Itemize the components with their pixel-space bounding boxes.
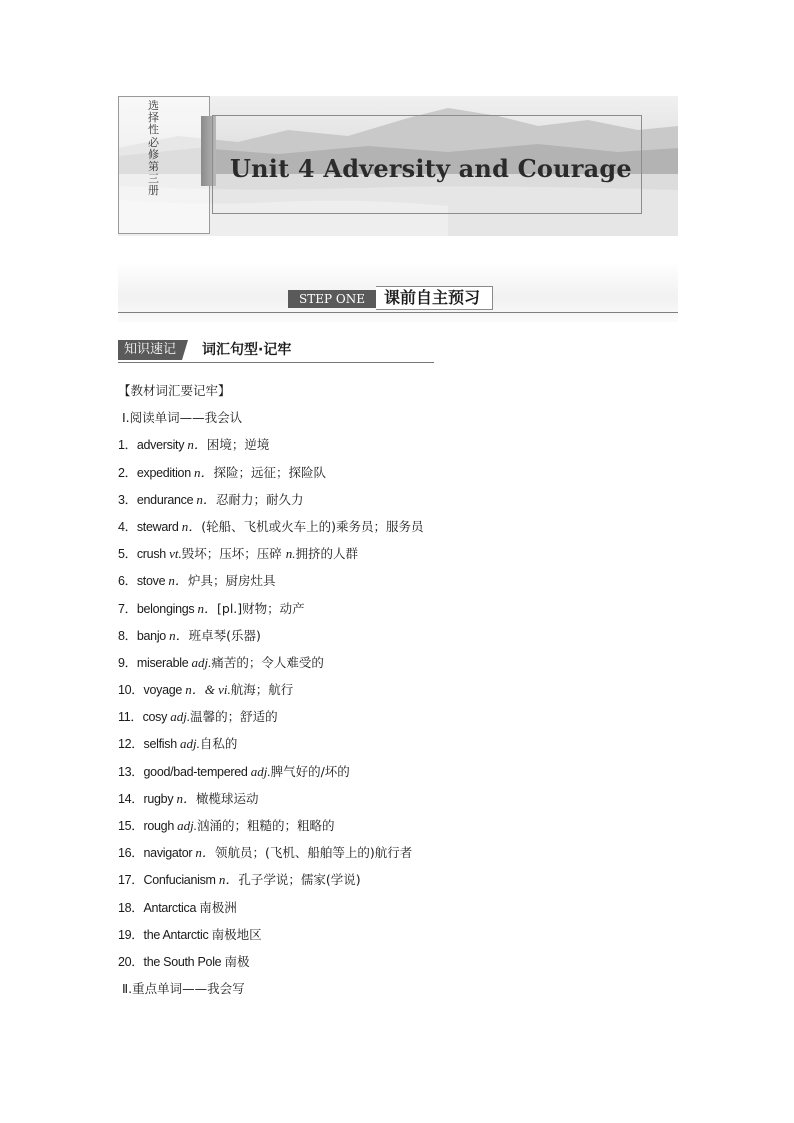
- vocab-item: [118, 762, 678, 789]
- vocab-item: [118, 517, 678, 544]
- part-heading-reading: Ⅰ.阅读单词——我会认: [122, 410, 243, 426]
- vocab-word: expedition: [136, 465, 195, 480]
- vocab-item: [118, 707, 678, 734]
- vocab-part-of-speech: adj.: [177, 818, 198, 833]
- vocab-definition: 南极地区: [211, 926, 262, 942]
- vocab-word: rugby: [143, 791, 177, 806]
- vocab-number: 10．: [118, 683, 144, 698]
- vocab-item: [118, 789, 678, 816]
- vocab-number: 12．: [118, 737, 144, 752]
- vocab-word: navigator: [143, 846, 196, 861]
- vocab-part-of-speech: n．: [195, 845, 215, 861]
- vocab-number: 2．: [118, 465, 137, 480]
- vocab-part-of-speech: n．: [169, 627, 189, 643]
- vocab-definition: 自私的: [199, 736, 238, 752]
- vocab-word: belongings: [136, 601, 198, 616]
- section-tag-dark: 知识速记: [118, 340, 182, 360]
- vocab-word: adversity: [136, 438, 188, 453]
- vocab-part-of-speech-2: n.: [285, 546, 296, 562]
- vocab-part-of-speech: adj.: [191, 654, 212, 670]
- vocab-definition: 班卓琴(乐器): [188, 627, 261, 643]
- vocab-definition: 孔子学说；儒家(学说): [238, 872, 361, 888]
- vocab-word: endurance: [136, 492, 197, 507]
- unit-title: Unit 4 Adversity and Courage: [230, 154, 632, 183]
- vocab-item: [118, 599, 678, 626]
- vocab-definition: 探险；远征；探险队: [213, 464, 327, 480]
- vocab-number: 20．: [118, 954, 144, 969]
- vocab-item: [118, 925, 678, 952]
- vocab-part-of-speech: n．: [181, 518, 202, 534]
- vocab-definition: (轮船、飞机或火车上的)乘务员；服务员: [201, 518, 424, 534]
- vocab-definition: 炉具；厨房灶具: [187, 573, 276, 589]
- vocab-part-of-speech: n．: [187, 437, 207, 453]
- vocab-number: 16．: [118, 846, 144, 861]
- vocab-item: [118, 435, 678, 462]
- vocab-part-of-speech: adj.: [250, 763, 271, 779]
- bracket-heading: 【教材词汇要记牢】: [118, 383, 231, 398]
- vocab-part-of-speech: adj.: [180, 736, 200, 752]
- vocab-number: 11．: [118, 710, 143, 725]
- step-label: 课前自主预习: [376, 286, 493, 310]
- vocab-word: steward: [136, 519, 182, 534]
- vocab-part-of-speech: n．& vi.: [185, 682, 231, 698]
- vocab-word: rough: [143, 819, 178, 833]
- vocab-definition: 痛苦的；令人难受的: [211, 654, 324, 670]
- vocab-item: [118, 898, 678, 925]
- vocab-word: voyage: [143, 683, 186, 698]
- vocab-part-of-speech: n．: [197, 600, 218, 616]
- vocab-item: [118, 463, 678, 490]
- vocab-list: [118, 435, 678, 979]
- vocab-definition: 领航员；(飞机、船舶等上的)航行者: [214, 845, 413, 861]
- vocab-part-of-speech: n．: [176, 790, 196, 806]
- vocab-item: [118, 843, 678, 870]
- vocab-word: cosy: [142, 710, 171, 725]
- vocab-definition: 忍耐力；耐久力: [215, 491, 304, 507]
- vocab-number: 1．: [118, 438, 137, 453]
- vocab-definition: 温馨的；舒适的: [190, 709, 278, 725]
- vocab-item: [118, 734, 678, 761]
- vocab-word: Confucianism: [143, 873, 219, 888]
- vocab-item: [118, 870, 678, 897]
- step-divider: [118, 312, 678, 313]
- vocab-word: stove: [136, 574, 169, 589]
- vocab-word: crush: [136, 547, 170, 562]
- vocab-item: [118, 653, 678, 680]
- vocab-definition: [pl.]财物；动产: [217, 600, 305, 616]
- vocabulary-content: [118, 381, 678, 1006]
- vocab-item: [118, 680, 678, 707]
- vocab-number: 6．: [118, 574, 137, 589]
- vocab-part-of-speech: n．: [196, 491, 216, 507]
- vocab-item: [118, 490, 678, 517]
- vocab-definition: 脾气好的/坏的: [270, 763, 350, 779]
- vocab-definition: 困境；逆境: [206, 437, 270, 453]
- vocab-part-of-speech: n．: [168, 573, 188, 589]
- vocab-word: good/bad-tempered: [143, 764, 251, 779]
- vocab-number: 4．: [118, 519, 137, 534]
- vocab-definition: 航海；航行: [230, 682, 294, 698]
- vocab-word: Antarctica: [143, 900, 200, 915]
- vocab-word: selfish: [143, 737, 181, 752]
- section-tag: [118, 340, 434, 363]
- vocab-definition: 汹涌的；粗糙的；粗略的: [197, 818, 335, 833]
- vocab-number: 18．: [118, 900, 144, 915]
- vocab-number: 5．: [118, 547, 137, 562]
- vocab-number: 17．: [118, 873, 144, 888]
- vocab-item: [118, 571, 678, 598]
- vocab-definition: 橄榄球运动: [195, 790, 259, 806]
- vocab-word: the South Pole: [143, 954, 225, 969]
- vocab-definition: 南极洲: [199, 899, 237, 915]
- vocab-definition: 南极: [224, 953, 250, 969]
- volume-label: 选择性必修第三册: [148, 99, 159, 198]
- vocab-number: 19．: [118, 927, 144, 942]
- vocab-number: 15．: [118, 819, 144, 833]
- step-badge: STEP ONE: [288, 290, 376, 308]
- vocab-part-of-speech: vt.: [169, 546, 182, 562]
- vocab-item: [118, 626, 678, 653]
- vocab-item: [118, 816, 678, 843]
- vocab-word: the Antarctic: [143, 927, 212, 942]
- vocab-definition: 毁坏；压坏；压碎: [181, 546, 286, 562]
- vocab-item: [118, 952, 678, 979]
- part-heading-writing: Ⅱ.重点单词——我会写: [122, 981, 245, 997]
- vocab-number: 13．: [118, 764, 144, 779]
- vocab-definition-2: 拥挤的人群: [295, 546, 358, 562]
- vocab-number: 3．: [118, 492, 137, 507]
- vocab-item: [118, 544, 678, 571]
- section-tag-light: 词汇句型·记牢: [202, 342, 292, 358]
- vocab-number: 8．: [118, 628, 137, 643]
- vocab-number: 7．: [118, 601, 137, 616]
- vocab-number: 14．: [118, 791, 144, 806]
- vocab-word: miserable: [136, 655, 192, 670]
- vocab-word: banjo: [136, 628, 170, 643]
- vocab-number: 9．: [118, 655, 137, 670]
- vocab-part-of-speech: n．: [218, 872, 239, 888]
- vocab-part-of-speech: adj.: [170, 709, 191, 725]
- vocab-part-of-speech: n．: [194, 464, 214, 480]
